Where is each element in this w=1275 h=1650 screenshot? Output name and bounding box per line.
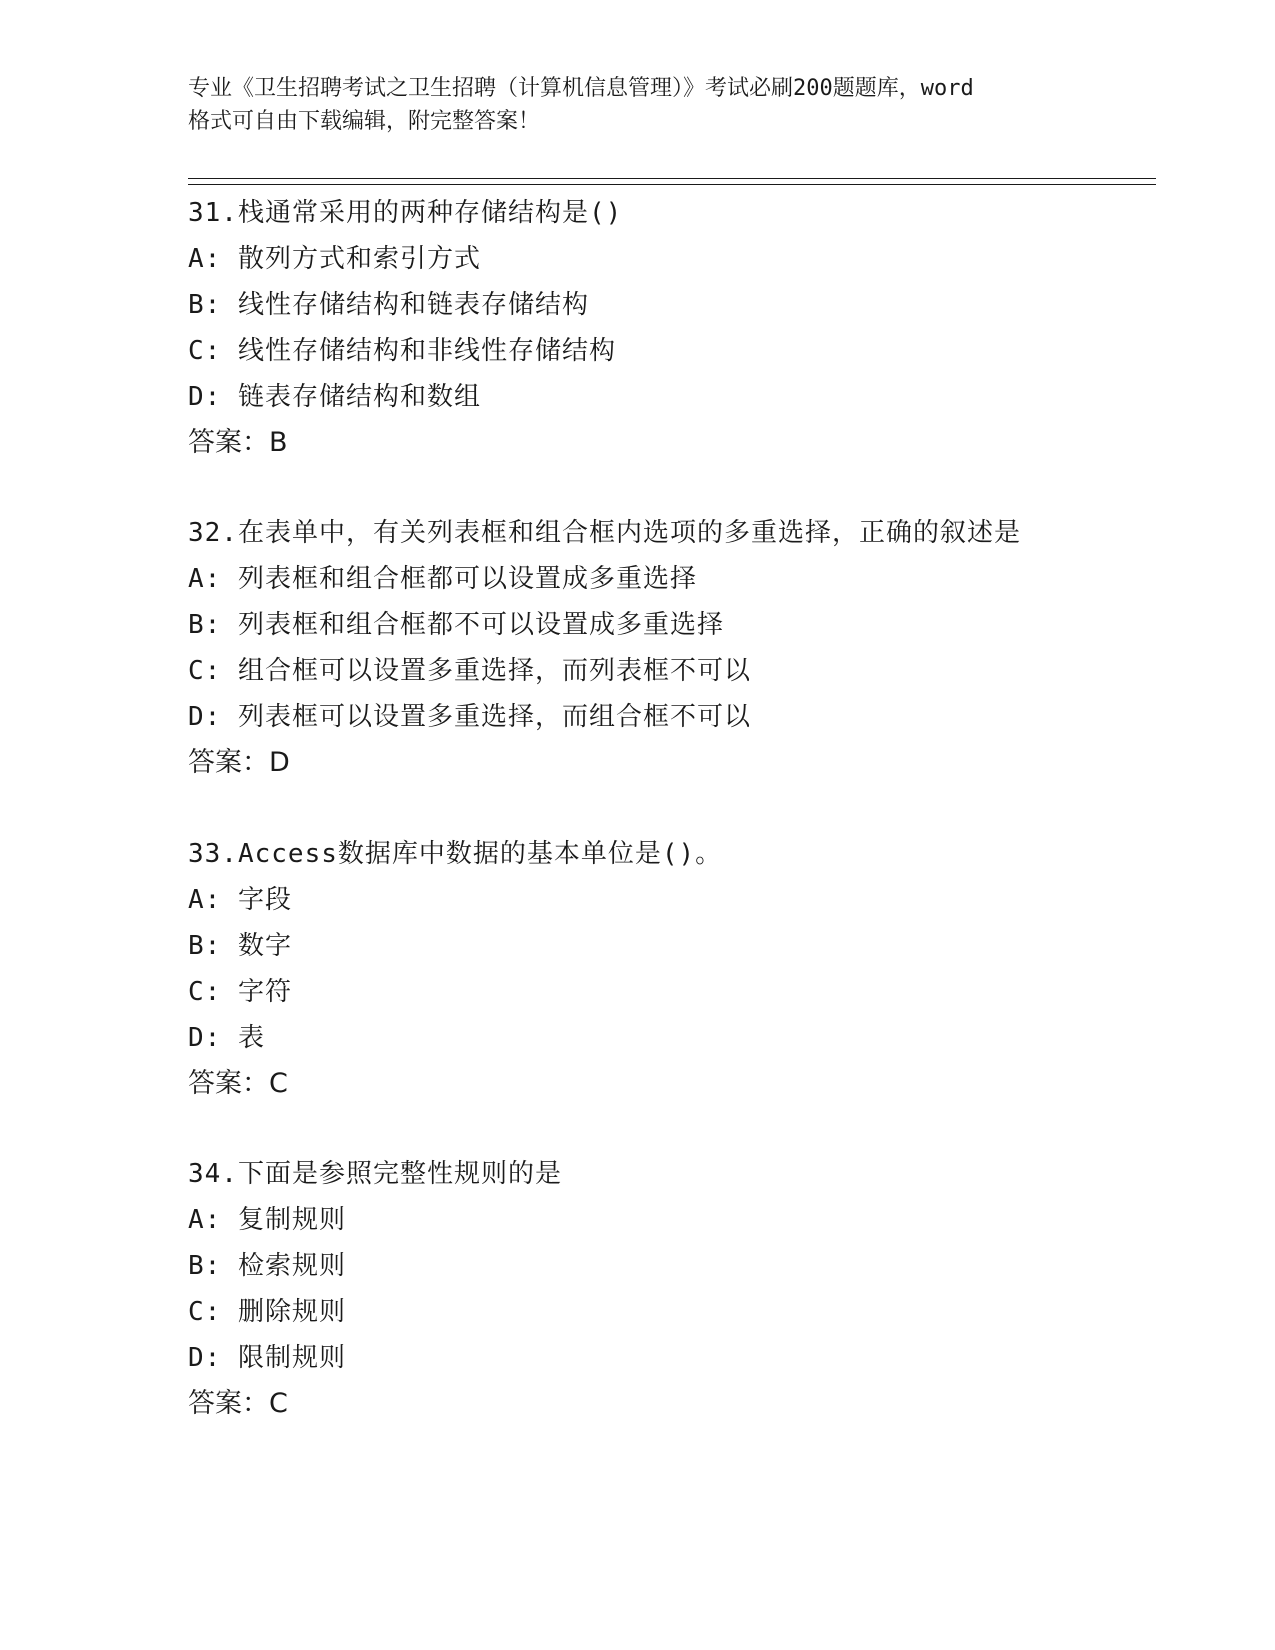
option-c: C: 组合框可以设置多重选择，而列表框不可以 [188,656,751,686]
question-block [188,1151,1168,1427]
option-a: A: 列表框和组合框都可以设置成多重选择 [188,564,697,594]
answer-label: 答案：C [188,1068,288,1099]
option-d: D: 表 [188,1023,265,1053]
header-line-1: 专业《卫生招聘考试之卫生招聘（计算机信息管理）》考试必刷200题题库，word [188,76,974,101]
option-c: C: 字符 [188,977,292,1007]
question-block [188,831,1168,1107]
option-a: A: 散列方式和索引方式 [188,244,481,274]
option-a: A: 字段 [188,885,292,915]
question-stem: 32.在表单中，有关列表框和组合框内选项的多重选择，正确的叙述是 [188,518,1021,548]
question-block [188,510,1168,786]
question-stem: 33.Access数据库中数据的基本单位是()。 [188,839,723,869]
header-divider-top [188,178,1156,179]
answer-label: 答案：C [188,1388,288,1419]
option-d: D: 列表框可以设置多重选择，而组合框不可以 [188,702,751,732]
question-block [188,190,1168,466]
option-d: D: 链表存储结构和数组 [188,382,481,412]
header-line-2: 格式可自由下载编辑，附完整答案！ [188,109,541,134]
question-stem: 31.栈通常采用的两种存储结构是() [188,198,623,228]
header-divider-bottom [188,184,1156,185]
question-stem: 34.下面是参照完整性规则的是 [188,1159,562,1189]
option-b: B: 线性存储结构和链表存储结构 [188,290,589,320]
option-c: C: 线性存储结构和非线性存储结构 [188,336,616,366]
option-a: A: 复制规则 [188,1205,346,1235]
answer-label: 答案：B [188,427,288,458]
option-c: C: 删除规则 [188,1297,346,1327]
option-b: B: 检索规则 [188,1251,346,1281]
option-b: B: 数字 [188,931,292,961]
option-b: B: 列表框和组合框都不可以设置成多重选择 [188,610,724,640]
document-header [188,72,1088,138]
option-d: D: 限制规则 [188,1343,346,1373]
answer-label: 答案：D [188,747,290,778]
